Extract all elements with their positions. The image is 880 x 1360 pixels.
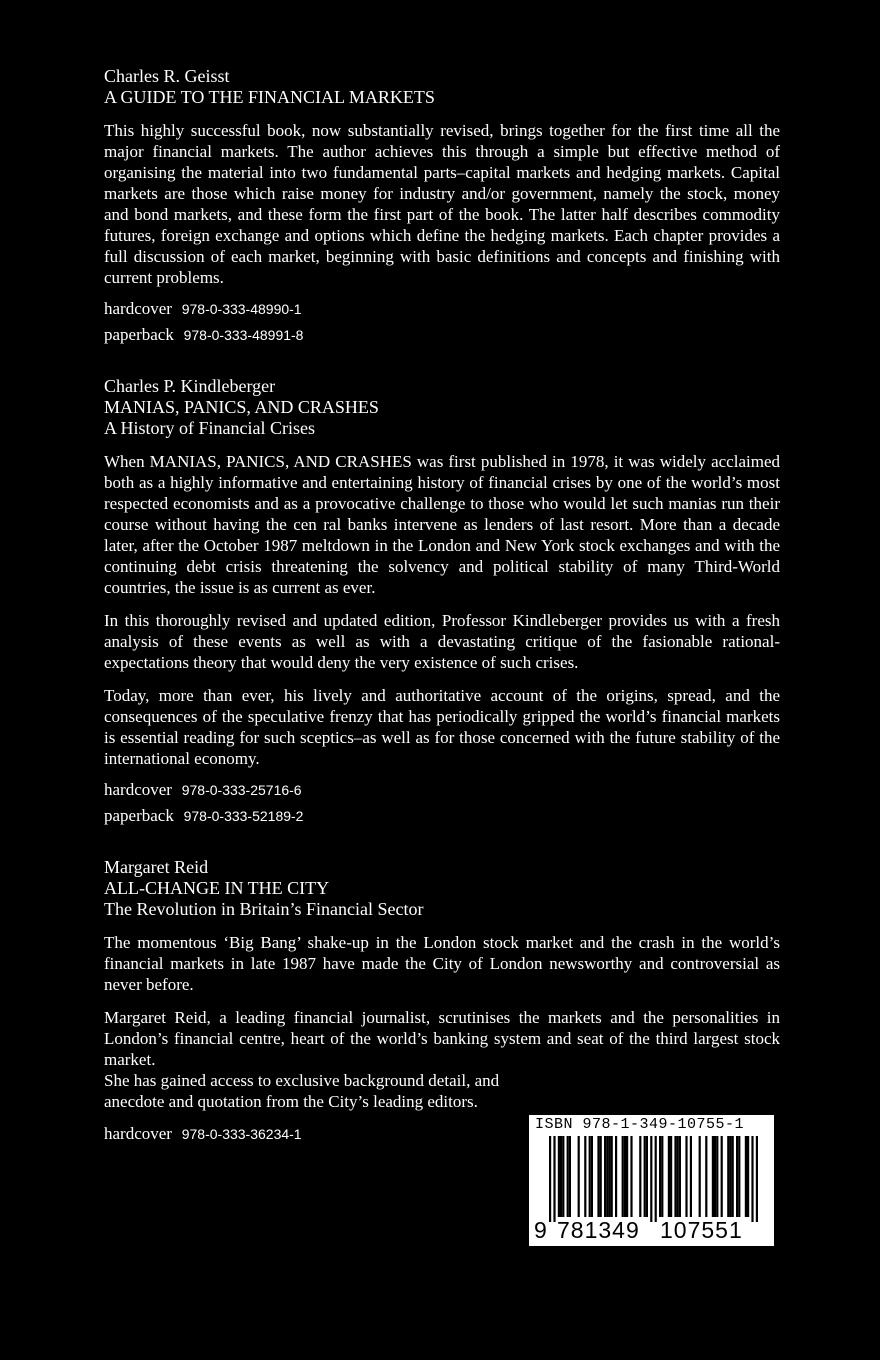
barcode-bar xyxy=(604,1136,606,1217)
barcode-bar xyxy=(738,1136,740,1217)
barcode-bar xyxy=(646,1136,648,1217)
book-description: The momentous ‘Big Bang’ shake-up in the London stock market and the crash in the world’s financial markets in late 1987 have made the City of London newsworthy and controversial as never before. xyxy=(104,933,780,994)
barcode-bar xyxy=(639,1136,641,1217)
barcode-bar xyxy=(677,1136,679,1217)
barcode-bar xyxy=(745,1136,747,1217)
barcode-digits xyxy=(529,1217,774,1245)
barcode-bar xyxy=(562,1136,564,1217)
barcode-bar xyxy=(624,1136,626,1217)
book-author: Charles R. Geisst xyxy=(104,66,230,86)
barcode-lead-digit: 9 xyxy=(534,1217,547,1243)
barcode-bar xyxy=(705,1136,707,1217)
edition-line xyxy=(104,780,780,801)
book-title: A GUIDE TO THE FINANCIAL MARKETS xyxy=(104,87,435,107)
barcode-bar xyxy=(727,1136,729,1217)
back-cover-text xyxy=(104,66,780,1157)
barcode-bar xyxy=(567,1136,569,1217)
barcode-bar xyxy=(736,1136,738,1217)
barcode-bar xyxy=(626,1136,628,1217)
edition-isbn: 978-0-333-25716-6 xyxy=(181,782,302,798)
book-description: In this thoroughly revised and updated edition, Professor Kindleberger provides us with a fresh analysis of these events as well as with a devastating critique of the fasionable rational-expectations theory that would deny the very existence of such crises. xyxy=(104,611,780,672)
book-entry xyxy=(104,376,780,827)
book-description: When MANIAS, PANICS, AND CRASHES was first published in 1978, it was widely acclaimed both as a highly informative and entertaining history of financial crises by one of the world’s most respected economists and as a provocative challenge to those who would let such manias run their course without having the cen ral banks intervene as lenders of last resort. More than a decade later, after the October 1987 meltdown in the London and New York stock exchanges and with the continuing debt crisis threatening the solvency and political stability of many Third-World countries, the issue is as current as ever. xyxy=(104,452,780,597)
barcode-bar xyxy=(584,1136,586,1217)
barcode-bar xyxy=(668,1136,670,1217)
book-subtitle: A History of Financial Crises xyxy=(104,418,315,438)
barcode-bar xyxy=(685,1136,687,1217)
book-description: She has gained access to exclusive background detail, and anecdote and quotation from the City’s leading editors. xyxy=(104,1071,500,1111)
barcode-bar xyxy=(659,1136,661,1217)
barcode-bar xyxy=(732,1136,734,1217)
edition-line xyxy=(104,325,780,346)
barcode-bar xyxy=(756,1136,758,1222)
barcode-bar xyxy=(699,1136,701,1217)
edition-line xyxy=(104,299,780,320)
barcode-bar xyxy=(589,1136,591,1217)
book-entry xyxy=(104,66,780,346)
barcode-bar xyxy=(597,1136,599,1217)
barcode-right-digits: 107551 xyxy=(660,1217,743,1243)
barcode-bar xyxy=(714,1136,716,1217)
barcode-bar xyxy=(558,1136,560,1217)
barcode-bar xyxy=(716,1136,718,1217)
barcode-bar xyxy=(591,1136,593,1217)
barcode-bar xyxy=(661,1136,663,1217)
barcode-bar xyxy=(655,1136,657,1222)
barcode-bar xyxy=(615,1136,617,1217)
edition-format: paperback xyxy=(104,325,174,344)
book-entry xyxy=(104,857,780,1145)
barcode-bar xyxy=(630,1136,632,1217)
barcode-bar xyxy=(674,1136,676,1217)
edition-format: paperback xyxy=(104,806,174,825)
barcode-bar xyxy=(569,1136,571,1217)
book-title: ALL-CHANGE IN THE CITY xyxy=(104,878,330,898)
barcode-bar xyxy=(560,1136,562,1217)
barcode-bar xyxy=(600,1136,602,1217)
book-author: Margaret Reid xyxy=(104,857,209,877)
barcode-bar xyxy=(608,1136,610,1217)
book-subtitle: The Revolution in Britain’s Financial Sector xyxy=(104,899,424,919)
edition-isbn: 978-0-333-52189-2 xyxy=(183,808,304,824)
barcode-bar xyxy=(578,1136,580,1217)
barcode-bar xyxy=(721,1136,723,1217)
edition-format: hardcover xyxy=(104,299,172,318)
barcode-bar xyxy=(679,1136,681,1217)
edition-line xyxy=(104,806,780,827)
barcode-bar xyxy=(670,1136,672,1217)
barcode-bar xyxy=(553,1136,555,1222)
edition-isbn: 978-0-333-48990-1 xyxy=(181,301,302,317)
barcode-bar xyxy=(622,1136,624,1217)
isbn-barcode xyxy=(529,1115,774,1246)
barcode-bar xyxy=(650,1136,652,1222)
book-author: Charles P. Kindleberger xyxy=(104,376,276,396)
barcode-bar xyxy=(729,1136,731,1217)
edition-format: hardcover xyxy=(104,780,172,799)
book-title: MANIAS, PANICS, AND CRASHES xyxy=(104,397,379,417)
barcode-bar xyxy=(549,1136,551,1222)
book-description: Margaret Reid, a leading financial journalist, scrutinises the markets and the personalities in London’s financial centre, heart of the world’s banking system and seat of the third largest stock market. xyxy=(104,1008,780,1069)
barcode-bar xyxy=(747,1136,749,1217)
book-description: Today, more than ever, his lively and authoritative account of the origins, spread, and the consequences of the speculative frenzy that has periodically gripped the world’s financial markets is essential reading for such sceptics–as well as for those concerned with the future stability of the international economy. xyxy=(104,686,780,768)
book-description: This highly successful book, now substantially revised, brings together for the first time all the major financial markets. The author achieves this through a simple but effective method of organising the material into two fundamental parts–capital markets and hedging markets. Capital markets are those which raise money for industry and/or government, namely the stock, money and bond markets, and these form the first part of the book. The latter half describes commodity futures, foreign exchange and options which define the hedging markets. Each chapter provides a full discussion of each market, beginning with basic definitions and concepts and finishing with current problems. xyxy=(104,121,780,287)
barcode-isbn-label: ISBN 978-1-349-10755-1 xyxy=(535,1116,745,1133)
barcode-bar xyxy=(611,1136,613,1217)
edition-isbn: 978-0-333-36234-1 xyxy=(181,1126,302,1142)
barcode-bar xyxy=(751,1136,753,1222)
barcode-left-digits: 781349 xyxy=(557,1217,640,1243)
barcode-bar xyxy=(690,1136,692,1217)
barcode-bar xyxy=(712,1136,714,1217)
edition-isbn: 978-0-333-48991-8 xyxy=(183,327,304,343)
barcode-bar xyxy=(644,1136,646,1217)
edition-format: hardcover xyxy=(104,1124,172,1143)
barcode-bar xyxy=(606,1136,608,1217)
